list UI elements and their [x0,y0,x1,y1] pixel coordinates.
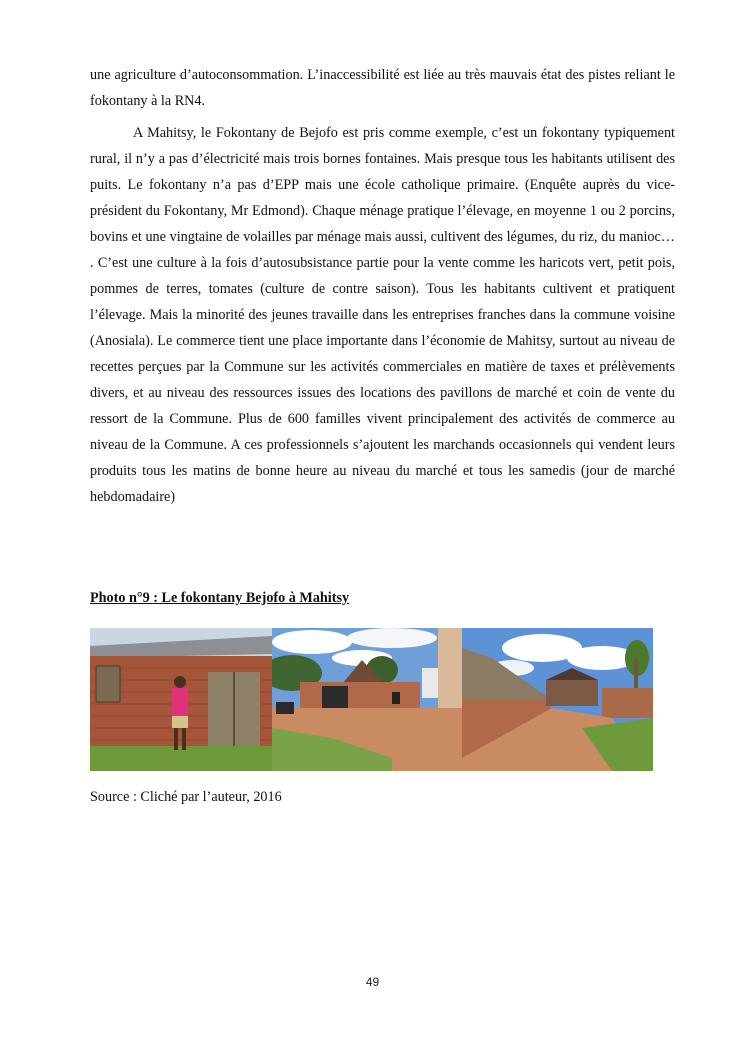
photo-village-courtyard [272,628,462,771]
paragraph-1: une agriculture d’autoconsommation. L’inaccessibilité est liée au très mauvais état des pistes reliant le fokontany à la RN4. [90,67,675,109]
photo-source: Source : Cliché par l’auteur, 2016 [90,789,282,805]
photo-caption: Photo n°9 : Le fokontany Bejofo à Mahitsy [90,590,350,606]
body-text [90,62,675,510]
page-number: 49 [365,975,380,989]
paragraph-2: A Mahitsy, le Fokontany de Bejofo est pris comme exemple, c’est un fokontany typiquement rural, il n’y a pas d’électricité mais trois bornes fontaines. Mais presque tous les habitants utilisent des puits. Le fokontany n’a pas d’EPP mais une école catholique primaire. (Enquête auprès du vice-président du Fokontany, Mr Edmond). Chaque ménage pratique l’élevage, en moyenne 1 ou 2 porcins, bovins et une vingtaine de volailles par ménage mais aussi, cultivent des légumes, du riz, du manioc… . C’est une culture à la fois d’autosubsistance partie pour la vente comme les haricots vert, petit pois, pommes de terres, tomates (culture de contre saison). Tous les habitants cultivent et pratiquent l’élevage. Mais la minorité des jeunes travaille dans les entreprises franches dans la commune voisine (Anosiala). Le commerce tient une place importante dans l’économie de Mahitsy, surtout au niveau de recettes perçues par la Commune sur les activités commerciales en matière de taxes et prélèvements divers, et au niveau des ressources issues des locations des pavillons de marché et coin de vente du ressort de la Commune. Plus de 600 familles vivent principalement des activités de commerce au niveau de la Commune. A ces professionnels s’ajoutent les marchands occasionnels qui vendent leurs produits tous les matins de bonne heure au niveau du marché et tous les samedis (jour de marché hebdomadaire) [90,125,675,505]
photo-brick-house [90,628,272,771]
photo-strip [90,628,653,771]
photo-village-lane [462,628,653,771]
